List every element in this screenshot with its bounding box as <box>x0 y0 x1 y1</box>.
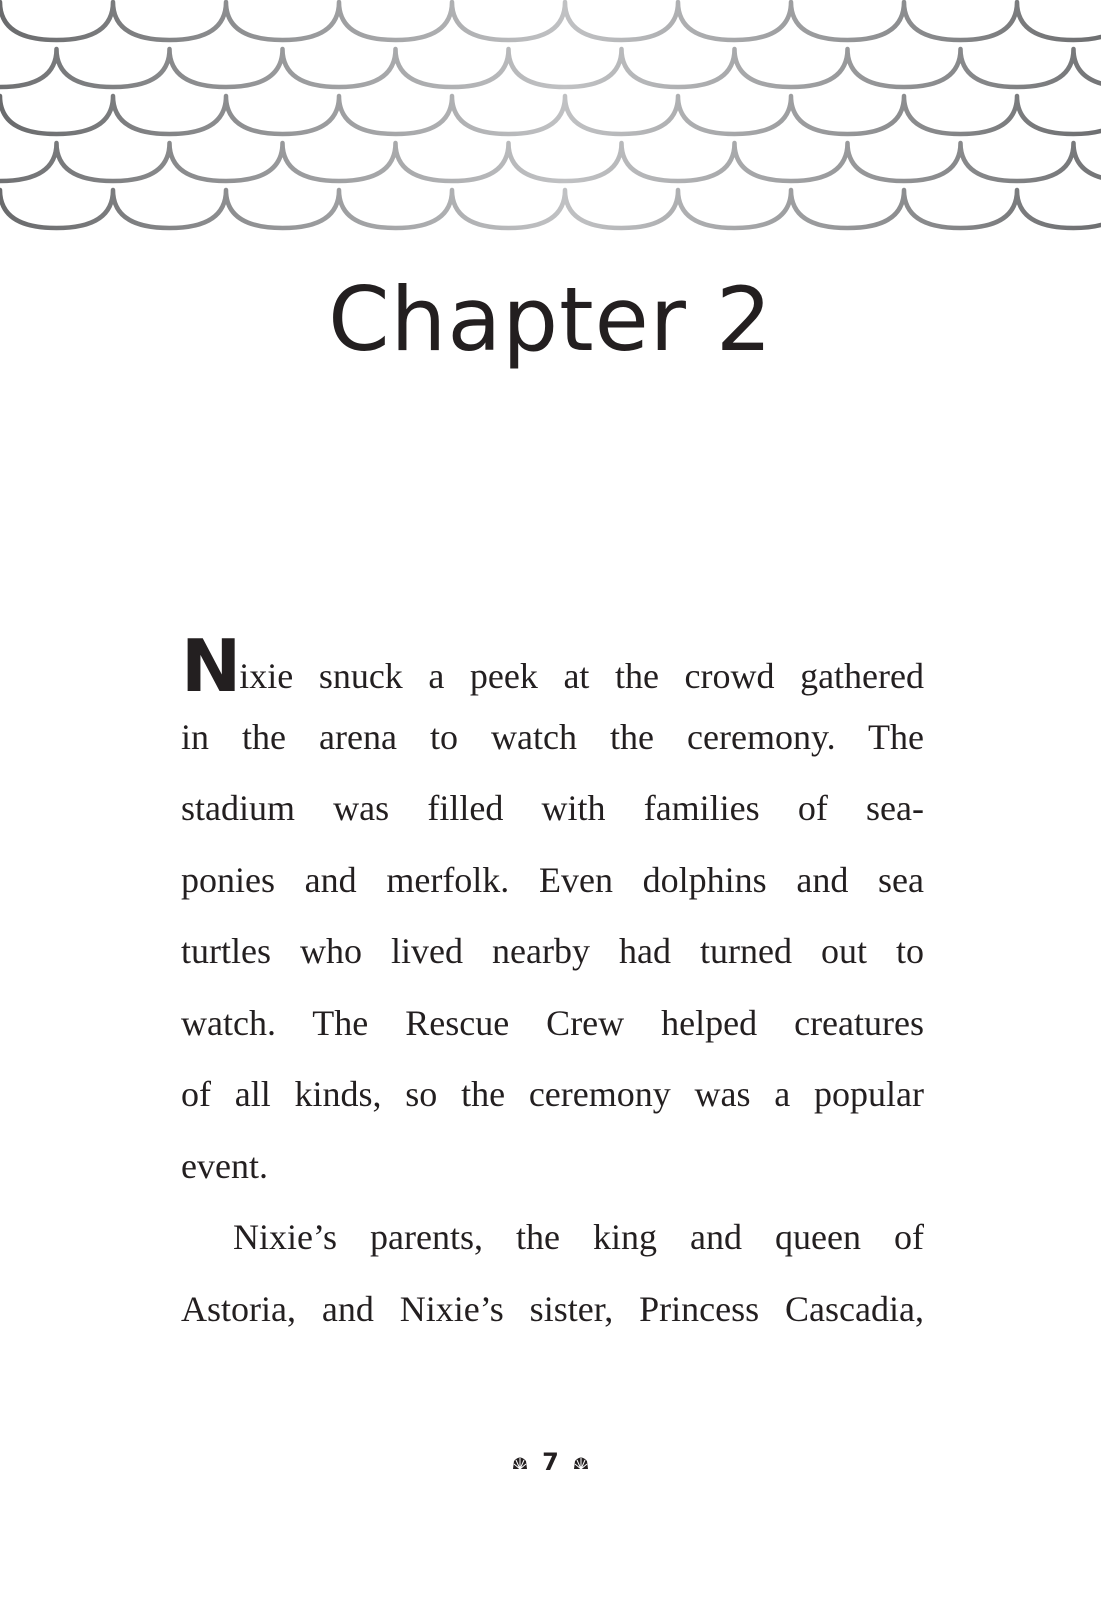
page-number: 7 <box>542 1448 559 1476</box>
text-line-3: stadium was filled with families of sea- <box>181 788 924 828</box>
text-line-4: ponies and merfolk. Even dolphins and sea <box>181 859 924 900</box>
shell-icon <box>572 1455 590 1471</box>
text-line-9: Nixie’s parents, the king and queen of <box>233 1217 924 1257</box>
text-line-6: watch. The Rescue Crew helped creatures <box>181 1002 924 1043</box>
drop-cap: N <box>181 624 240 708</box>
shell-icon <box>511 1455 529 1471</box>
scale-row <box>0 96 1101 134</box>
scale-row <box>0 190 1101 228</box>
scale-row <box>0 2 1101 40</box>
text-line-10: Astoria, and Nixie’s sister, Princess Cascadia, <box>181 1288 924 1329</box>
scale-row <box>0 143 1101 181</box>
fish-scale-border <box>0 0 1101 235</box>
page-folio <box>0 1448 1101 1476</box>
chapter-body <box>181 624 924 1345</box>
scale-row <box>0 49 1101 87</box>
text-line-7: of all kinds, so the ceremony was a popular <box>181 1074 924 1114</box>
text-line-2: in the arena to watch the ceremony. The <box>181 716 924 757</box>
text-line-8: event. <box>181 1145 268 1186</box>
chapter-title: Chapter 2 <box>328 268 773 371</box>
text-line-1: Nixie snuck a peek at the crowd gathered <box>181 624 924 708</box>
text-line-5: turtles who lived nearby had turned out to <box>181 931 924 971</box>
